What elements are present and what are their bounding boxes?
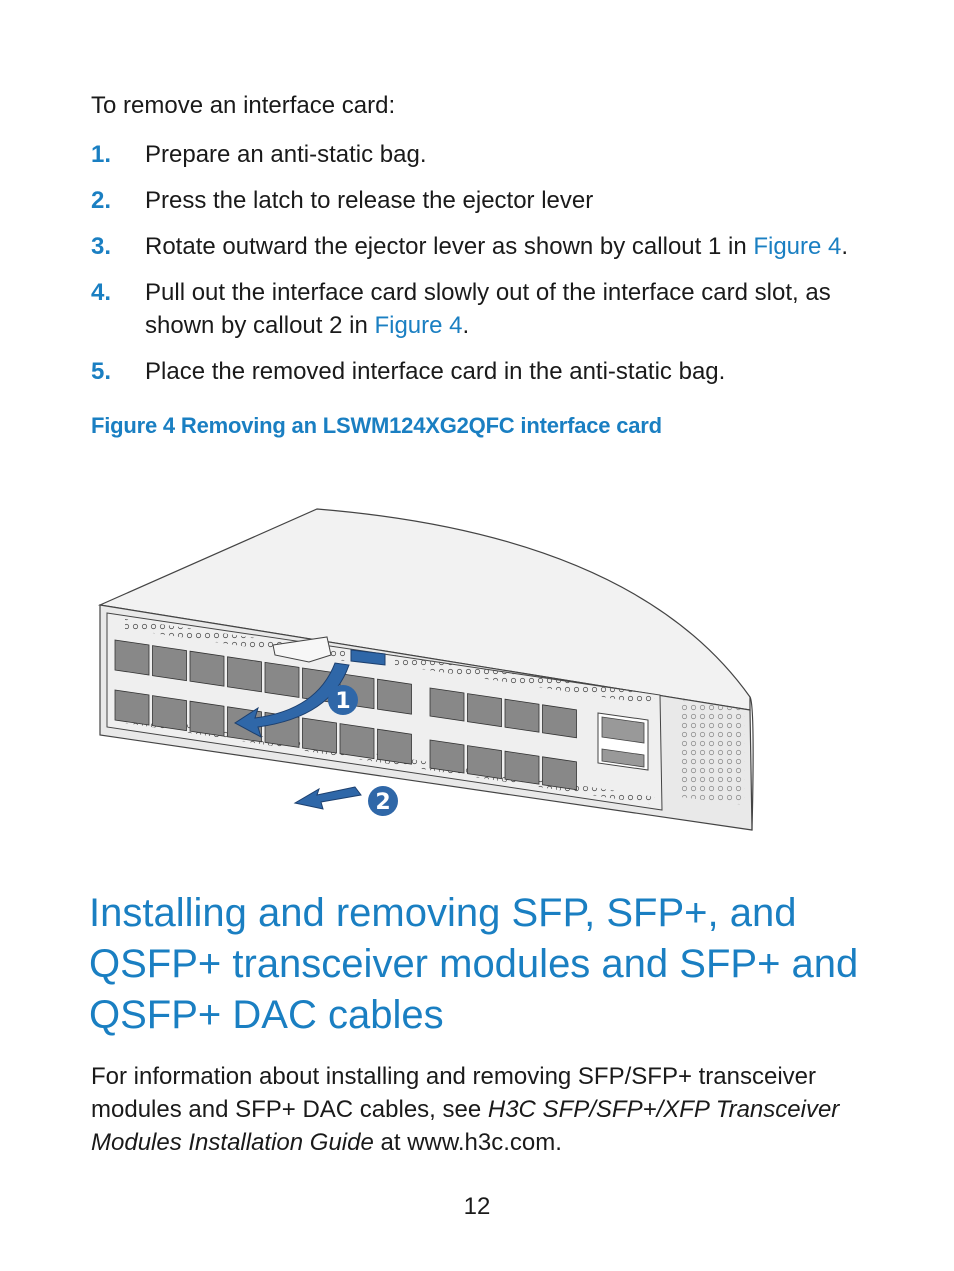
interface-card-removal-figure	[95, 505, 760, 840]
body-text: For information about installing and removing SFP/SFP+ transceiver modules and SFP+ DAC cables, see	[91, 1063, 817, 1123]
step-number: 5.	[91, 358, 112, 385]
removal-steps	[91, 138, 871, 401]
port-cage	[505, 751, 539, 784]
port-cage	[153, 696, 187, 731]
step-number: 2.	[91, 187, 112, 214]
body-text-end: at www.h3c.com.	[373, 1129, 562, 1156]
device-illustration	[95, 505, 760, 840]
step-5	[91, 355, 871, 388]
figure-4-link[interactable]: Figure 4	[374, 312, 463, 339]
section-title: Installing and removing SFP, SFP+, and QSFP+ transceiver modules and SFP+ and QSFP+ DAC cables	[89, 891, 859, 1037]
port-cage	[115, 640, 149, 675]
port-cage	[115, 690, 149, 725]
port-cage	[265, 662, 299, 697]
port-cage	[468, 746, 502, 779]
step-text-end: .	[462, 312, 470, 339]
port-cage	[543, 705, 577, 738]
port-cage	[430, 688, 464, 721]
port-cage	[430, 740, 464, 773]
figure-4-link[interactable]: Figure 4	[753, 233, 842, 260]
port-cage	[190, 701, 224, 736]
step-2	[91, 184, 871, 217]
step-1	[91, 138, 871, 171]
step-text: Rotate outward the ejector lever as shown by callout 1 in	[145, 233, 754, 260]
port-cage	[153, 646, 187, 681]
figure-caption: Figure 4 Removing an LSWM124XG2QFC interface card	[91, 413, 662, 438]
callout-1-label: 1	[335, 689, 351, 714]
body-paragraph	[91, 1060, 881, 1159]
port-cage	[340, 724, 374, 759]
pull-arrow	[295, 787, 361, 809]
step-text-end: .	[841, 233, 849, 260]
step-text: Prepare an anti-static bag.	[145, 141, 427, 168]
step-text: Place the removed interface card in the anti-static bag.	[145, 358, 726, 385]
step-3	[91, 230, 871, 263]
port-cage	[543, 757, 577, 790]
port-cage	[190, 651, 224, 686]
step-text: Pull out the interface card slowly out of the interface card slot, as shown by callout 2 in	[145, 279, 831, 339]
guide-title: H3C SFP/SFP+/XFP Transceiver Modules Installation Guide	[91, 1096, 840, 1156]
intro-text: To remove an interface card:	[91, 92, 396, 119]
step-number: 1.	[91, 141, 112, 168]
port-cage	[228, 657, 262, 692]
step-number: 4.	[91, 279, 112, 306]
port-cage	[505, 699, 539, 732]
port-cage	[303, 718, 337, 753]
page-number: 12	[463, 1193, 491, 1220]
step-4	[91, 276, 871, 342]
port-cage	[378, 729, 412, 764]
step-text: Press the latch to release the ejector lever	[145, 187, 594, 214]
callout-2-label: 2	[375, 790, 391, 815]
step-number: 3.	[91, 233, 112, 260]
port-cage	[468, 694, 502, 727]
port-cage	[378, 679, 412, 714]
